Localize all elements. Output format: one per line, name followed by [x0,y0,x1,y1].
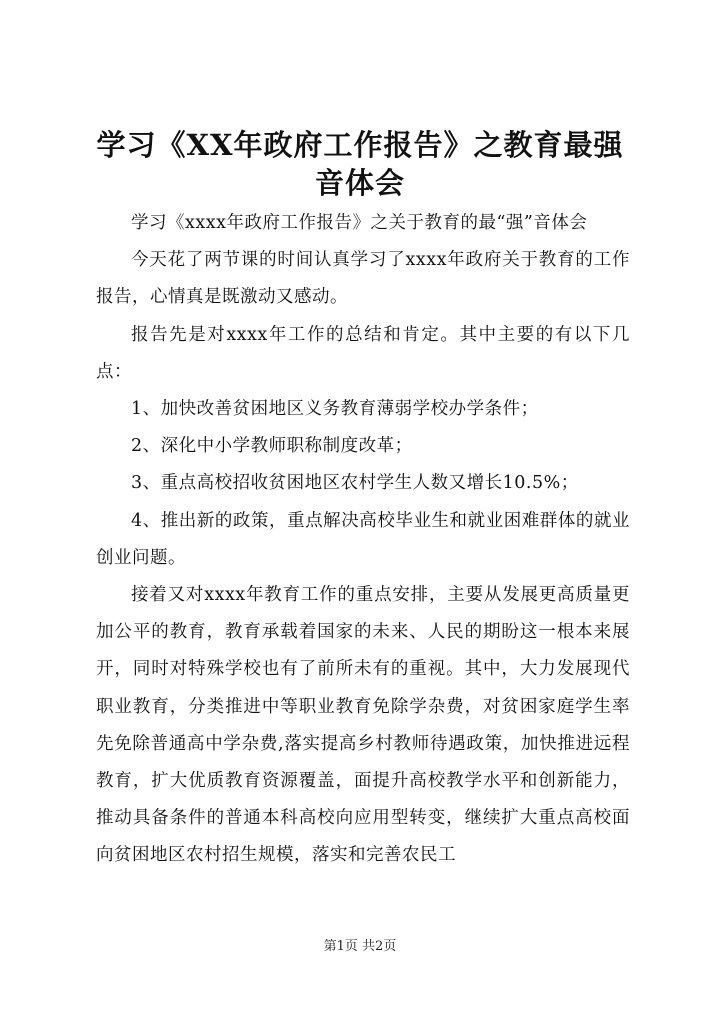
list-item: 4、推出新的政策，重点解决高校毕业生和就业困难群体的就业创业问题。 [96,510,630,568]
list-item: 3、重点高校招收贫困地区农村学生人数又增长10.5%； [131,473,579,494]
paragraph-subtitle: 学习《xxxx年政府工作报告》之关于教育的最“强”音体会 [131,213,588,233]
document-title: 学习《XX年政府工作报告》之教育最强音体会 [96,128,624,200]
paragraph-intro: 今天花了两节课的时间认真学习了xxxx年政府关于教育的工作报告，心情真是既激动又感动。 [96,250,630,308]
paragraph-summary: 报告先是对xxxx年工作的总结和肯定。其中主要的有以下几点： [96,324,630,382]
document-body [96,205,630,875]
page-number-footer: 第1页 共2页 [323,939,397,954]
list-item: 1、加快改善贫困地区义务教育薄弱学校办学条件； [131,399,539,420]
paragraph-plans: 接着又对xxxx年教育工作的重点安排，主要从发展更高质量更加公平的教育，教育承载着国家的未来、人民的期盼这一根本来展开，同时对特殊学校也有了前所未有的重视。其中，大力发展现代职业教育，分类推进中等职业教育免除学杂费，对贫困家庭学生率先免除普通高中学杂费,落实提高乡村教师待遇政策，加快推进远程教育，扩大优质教育资源覆盖，面提升高校教学水平和创新能力，推动具备条件的普通本科高校向应用型转变，继续扩大重点高校面向贫困地区农村招生规模，落实和完善农民工 [96,585,630,866]
list-item: 2、深化中小学教师职称制度改革； [131,436,413,457]
